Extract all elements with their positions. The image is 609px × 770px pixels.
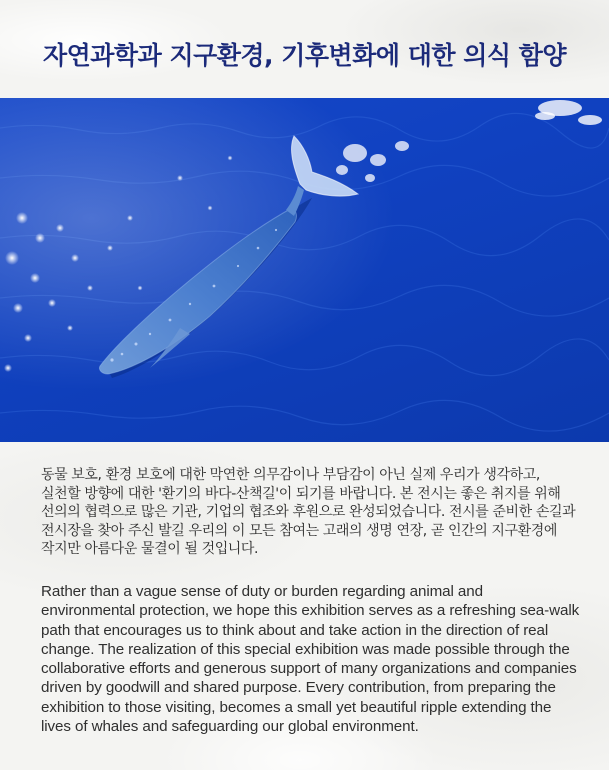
whale-illustration <box>0 98 609 442</box>
body-text-english: Rather than a vague sense of duty or burden regarding animal and environmental protection, we hope this exhibition serves as a refreshing sea-walk path that encourages us to think about and take action in the direction of real change. The realization of this special exhibition was made possible through the collaborative efforts and generous support of many organizations and companies driven by goodwill and shared purpose. Every contribution, from preparing the exhibition to those visiting, becomes a small yet beautiful ripple extending the lives of whales and safeguarding our global environment. <box>41 583 580 736</box>
body-text-korean: 동물 보호, 환경 보호에 대한 막연한 의무감이나 부담감이 아닌 실제 우리가 생각하고, 실천할 방향에 대한 '환기의 바다-산책길'이 되기를 바랍니다. 본 전시는 좋은 취지를 위해 선의의 협력으로 많은 기관, 기업의 협조와 후원으로 완성되었습니다. 전시를 준비한 손길과 전시장을 찾아 주신 발길 우리의 이 모든 참여는 고래의 생명 연장, 곧 인간의 지구환경에 작지만 아름다운 물결이 될 것입니다. <box>41 467 576 558</box>
page-title: 자연과학과 지구환경, 기후변화에 대한 의식 함양 <box>42 41 567 70</box>
whale-photo <box>0 98 609 442</box>
